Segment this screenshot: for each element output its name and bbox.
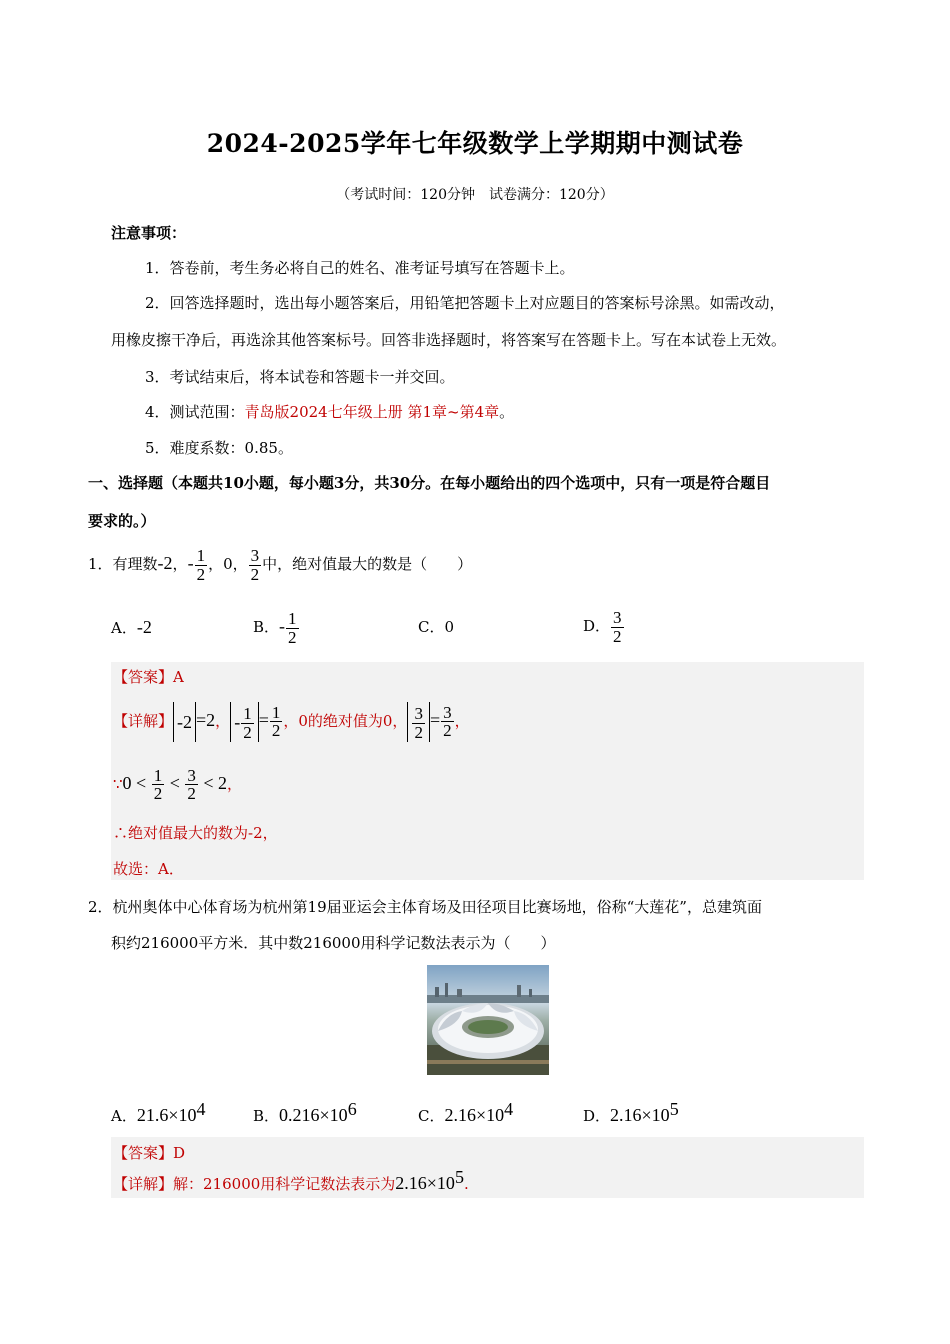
minus: -	[234, 711, 241, 732]
num: 3	[443, 702, 452, 722]
q1-option-c[interactable]	[418, 612, 454, 642]
two: 2	[218, 773, 228, 793]
q2-option-c[interactable]	[418, 1100, 513, 1131]
q2-answer-box	[111, 1137, 864, 1198]
option-label: B．	[253, 618, 280, 636]
detail-label: 【详解】	[113, 1175, 174, 1193]
q1-separator: ，	[172, 555, 188, 573]
option-minus: -	[279, 616, 286, 636]
abs-inner	[407, 702, 430, 742]
q1-option-b[interactable]	[253, 606, 300, 647]
because-symbol: ∵	[113, 775, 123, 793]
exam-info: （考试时间：120分钟 试卷满分：120分）	[336, 187, 614, 203]
abs-expression-3	[407, 702, 454, 743]
fraction	[152, 767, 165, 804]
q1-half-den: 2	[196, 564, 206, 584]
question-2-stem: 2．杭州奥体中心体育场为杭州第19届亚运会主体育场及田径项目比赛场地，俗称“大莲花”，总建筑面	[88, 898, 762, 916]
option-value: 0	[444, 618, 455, 636]
stadium-photo	[427, 965, 549, 1075]
abs-inner: -2	[173, 702, 196, 742]
fraction	[241, 705, 254, 742]
less-than: <	[169, 773, 180, 793]
option-base: 21.6×10	[136, 1105, 197, 1125]
den: 2	[153, 784, 163, 804]
comma: ，	[454, 712, 470, 730]
notice-item-5: 5．难度系数：0.85。	[145, 439, 293, 457]
comma: ，	[215, 712, 231, 730]
notice-item-4-prefix: 4．测试范围：	[145, 403, 245, 421]
option-value: -2	[136, 617, 152, 637]
page-title: 2024-2025学年七年级数学上学期期中测试卷	[206, 129, 744, 158]
abs-inner	[230, 702, 259, 742]
q1-tf-num: 3	[250, 545, 260, 565]
num: 1	[271, 702, 281, 722]
option-fraction	[286, 610, 299, 647]
notice-item-1: 1．答卷前，考生务必将自己的姓名、准考证号填写在答题卡上。	[145, 259, 575, 277]
detail-text: 解：216000用科学记数法表示为	[173, 1175, 396, 1193]
option-label: C．	[418, 618, 445, 636]
q1-inequality-line	[113, 761, 242, 806]
notice-heading: 注意事项：	[111, 224, 187, 242]
q1-half-num: 1	[196, 545, 206, 565]
notice-item-4	[145, 401, 514, 422]
zero: 0	[122, 773, 132, 793]
detail-label: 【详解】	[113, 712, 174, 730]
q1-detail-line	[113, 700, 470, 742]
den: 2	[414, 723, 423, 743]
option-label: D．	[583, 617, 611, 635]
option-exponent: 4	[196, 1099, 206, 1119]
q1-number-neg-two: -2	[157, 553, 173, 573]
notice-item-2-cont: 用橡皮擦干净后，再选涂其他答案标号。回答非选择题时，将答案写在答题卡上。写在本试卷上无效。	[111, 331, 787, 349]
fraction	[412, 705, 425, 742]
section-heading-cont: 要求的。）	[88, 512, 156, 530]
den: 2	[243, 723, 252, 743]
less-than: <	[203, 773, 214, 793]
notice-item-3: 3．考试结束后，将本试卷和答题卡一并交回。	[145, 368, 455, 386]
detail-base: 2.16×10	[395, 1173, 455, 1193]
q1-prefix: 1．有理数	[88, 555, 158, 573]
q1-answer-label: 【答案】A	[113, 668, 184, 686]
comma: ，	[227, 775, 243, 793]
option-den: 2	[613, 626, 622, 646]
q2-option-d[interactable]	[583, 1100, 679, 1131]
option-base: 2.16×10	[444, 1105, 505, 1125]
abs-result: =2	[196, 710, 216, 730]
q1-choose: 故选：A．	[113, 860, 184, 878]
question-2-stem-cont: 积约216000平方米．其中数216000用科学记数法表示为（ ）	[111, 934, 556, 952]
q2-option-a[interactable]	[111, 1100, 206, 1131]
option-den: 2	[288, 627, 297, 647]
option-label: C．	[418, 1107, 445, 1125]
option-exponent: 5	[669, 1099, 679, 1119]
q2-detail-line	[113, 1167, 469, 1196]
num: 1	[243, 704, 252, 724]
notice-item-2: 2．回答选择题时，选出每小题答案后，用铅笔把答题卡上对应题目的答案标号涂黑。如需改动，	[145, 294, 785, 312]
q1-zero: ，0，	[208, 555, 248, 573]
num: 3	[187, 765, 196, 785]
detail-end: .	[463, 1175, 469, 1193]
detail-exponent: 5	[454, 1167, 464, 1187]
zero-text: ，0的绝对值为0，	[283, 712, 408, 730]
q2-option-b[interactable]	[253, 1100, 357, 1131]
option-exponent: 6	[347, 1099, 357, 1119]
q1-fraction-half	[195, 547, 208, 584]
option-num: 1	[288, 608, 297, 628]
num: 1	[153, 765, 163, 785]
stadium-illustration	[427, 965, 549, 1075]
num: 3	[414, 704, 423, 724]
fraction	[441, 704, 454, 741]
option-num: 3	[613, 607, 622, 627]
q2-answer-label: 【答案】D	[113, 1144, 186, 1162]
q1-option-d[interactable]	[583, 606, 625, 646]
option-base: 0.216×10	[279, 1105, 348, 1125]
q1-tf-den: 2	[250, 564, 260, 584]
equals: =	[258, 710, 269, 730]
option-exponent: 4	[504, 1099, 514, 1119]
test-range: 青岛版2024七年级上册 第1章~第4章	[244, 403, 500, 421]
abs-expression-2	[230, 702, 283, 743]
abs-expression-1	[173, 710, 215, 730]
fraction	[270, 704, 283, 741]
less-than: <	[136, 773, 147, 793]
option-label: D．	[583, 1107, 611, 1125]
den: 2	[187, 784, 196, 804]
question-1-stem	[88, 545, 472, 583]
q1-suffix: 中，绝对值最大的数是（ ）	[262, 555, 473, 573]
den: 2	[271, 721, 281, 741]
option-label: B．	[253, 1107, 280, 1125]
section-heading: 一、选择题（本题共10小题，每小题3分，共30分。在每小题给出的四个选项中，只有一项是符合题目	[88, 474, 771, 492]
inequality	[122, 765, 228, 804]
q1-minus: -	[187, 553, 194, 573]
option-label: A．	[111, 1107, 137, 1125]
notice-item-4-suffix: 。	[499, 403, 515, 421]
equals: =	[429, 710, 441, 730]
q1-answer-box	[111, 662, 864, 880]
option-label: A．	[111, 619, 137, 637]
q1-fraction-three-halves	[249, 547, 262, 584]
option-fraction	[611, 609, 624, 646]
option-base: 2.16×10	[610, 1105, 670, 1125]
q1-therefore: ∴绝对值最大的数为-2，	[113, 824, 278, 842]
fraction	[185, 767, 198, 804]
q1-option-a[interactable]	[111, 612, 152, 643]
den: 2	[443, 721, 452, 741]
